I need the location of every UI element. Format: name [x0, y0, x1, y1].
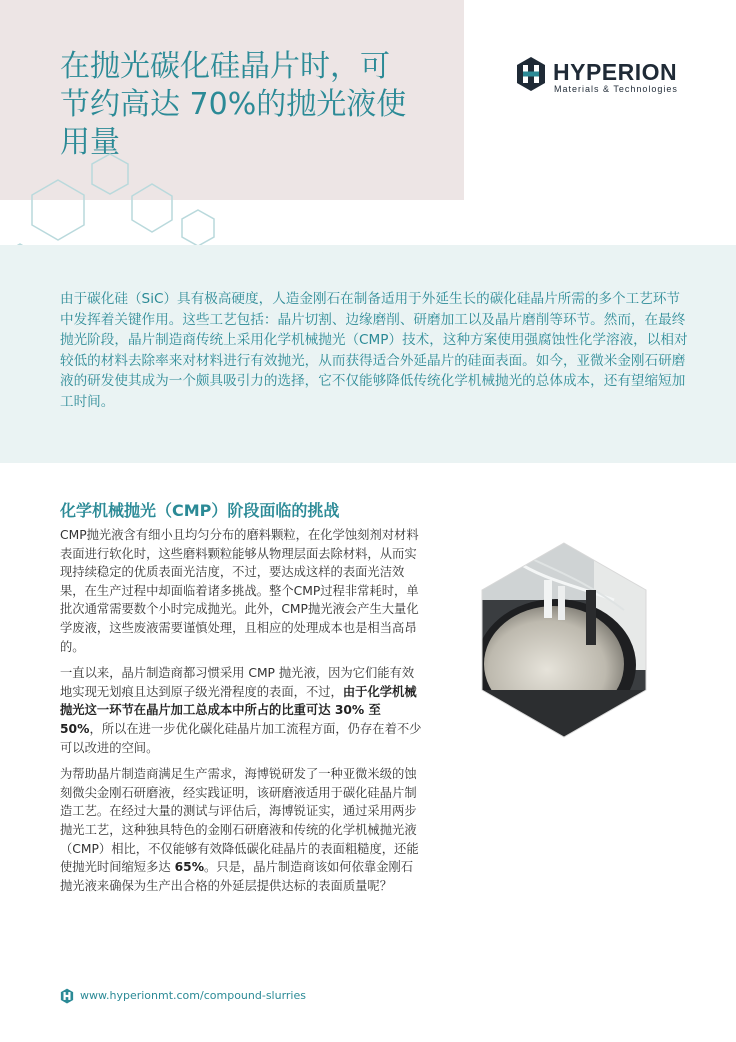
paragraph-text: 。只是，晶片制造商该如何依靠金刚石抛光液来确保为生产出合格的外延层提供达标的表面质量呢？ [60, 860, 414, 893]
bold-highlight: 由于化学机械抛光这一环节在晶片加工总成本中所占的比重可达 30% 至 50% [60, 684, 417, 736]
logo-subtitle: Materials & Technologies [554, 84, 678, 94]
footer-url-link[interactable]: www.hyperionmt.com/compound-slurries [80, 989, 306, 1002]
body-column [60, 526, 425, 903]
paragraph-text: 一直以来，晶片制造商都习惯采用 CMP 抛光液，因为它们能有效地实现无划痕且达到原子级光滑程度的表面，不过， [60, 666, 415, 699]
paragraph-text: ，所以在进一步优化碳化硅晶片加工流程方面，仍存在着不少可以改进的空间。 [60, 721, 422, 755]
logo-name: HYPERION [553, 59, 678, 85]
polishing-machine-photo [474, 540, 654, 740]
bold-highlight: 65% [174, 860, 205, 875]
body-paragraph [60, 664, 425, 757]
section-title: 化学机械抛光（CMP）阶段面临的挑战 [60, 501, 340, 520]
paragraph-text: 为帮助晶片制造商满足生产需求，海博锐研发了一种亚微米级的蚀刻微尖金刚石研磨液，经实践证明，该研磨液适用于碳化硅晶片制造工艺。在经过大量的测试与评估后，海博锐证实，通过采用两步抛光工艺，这种独具特色的金刚石研磨液和传统的化学机械抛光液（CMP）相比，不仅能够有效降低碳化硅晶片的表面粗糙度，还能使抛光时间缩短多达 [60, 767, 419, 875]
title-line: 在抛光碳化硅晶片时，可 [60, 49, 390, 84]
hyperion-logo [515, 56, 695, 100]
page-title [60, 48, 440, 162]
intro-paragraph: 由于碳化硅（SiC）具有极高硬度，人造金刚石在制备适用于外延生长的碳化硅晶片所需的多个工艺环节中发挥着关键作用。这些工艺包括：晶片切割、边缘磨削、研磨加工以及晶片磨削等环节。然而，在最终抛光阶段，晶片制造商传统上采用化学机械抛光（CMP）技术，这种方案使用强腐蚀性化学溶液，以相对较低的材料去除率来对材料进行有效抛光，从而获得适合外延晶片的硅面表面。如今，亚微米金刚石研磨液的研发使其成为一个颇具吸引力的选择，它不仅能够降低传统化学机械抛光的总体成本，还有望缩短加工时间。 [60, 291, 688, 410]
hyperion-logo-icon [60, 988, 74, 1004]
body-paragraph: CMP抛光液含有细小且均匀分布的磨料颗粒，在化学蚀刻剂对材料表面进行软化时，这些磨料颗粒能够从物理层面去除材料，从而实现持续稳定的优质表面光洁度，不过，要达成这样的表面光洁效果，在生产过程中却面临着诸多挑战。整个CMP过程非常耗时，单批次通常需要数个小时完成抛光。此外，CMP抛光液会产生大量化学废液，这些废液需要谨慎处理，且相应的处理成本也是相当高昂的。 [60, 528, 419, 654]
title-line: 用量 [60, 125, 120, 160]
title-line: 节约高达 70%的抛光液使 [60, 87, 407, 122]
body-paragraph [60, 765, 425, 895]
hyperion-logo-icon [515, 56, 547, 92]
